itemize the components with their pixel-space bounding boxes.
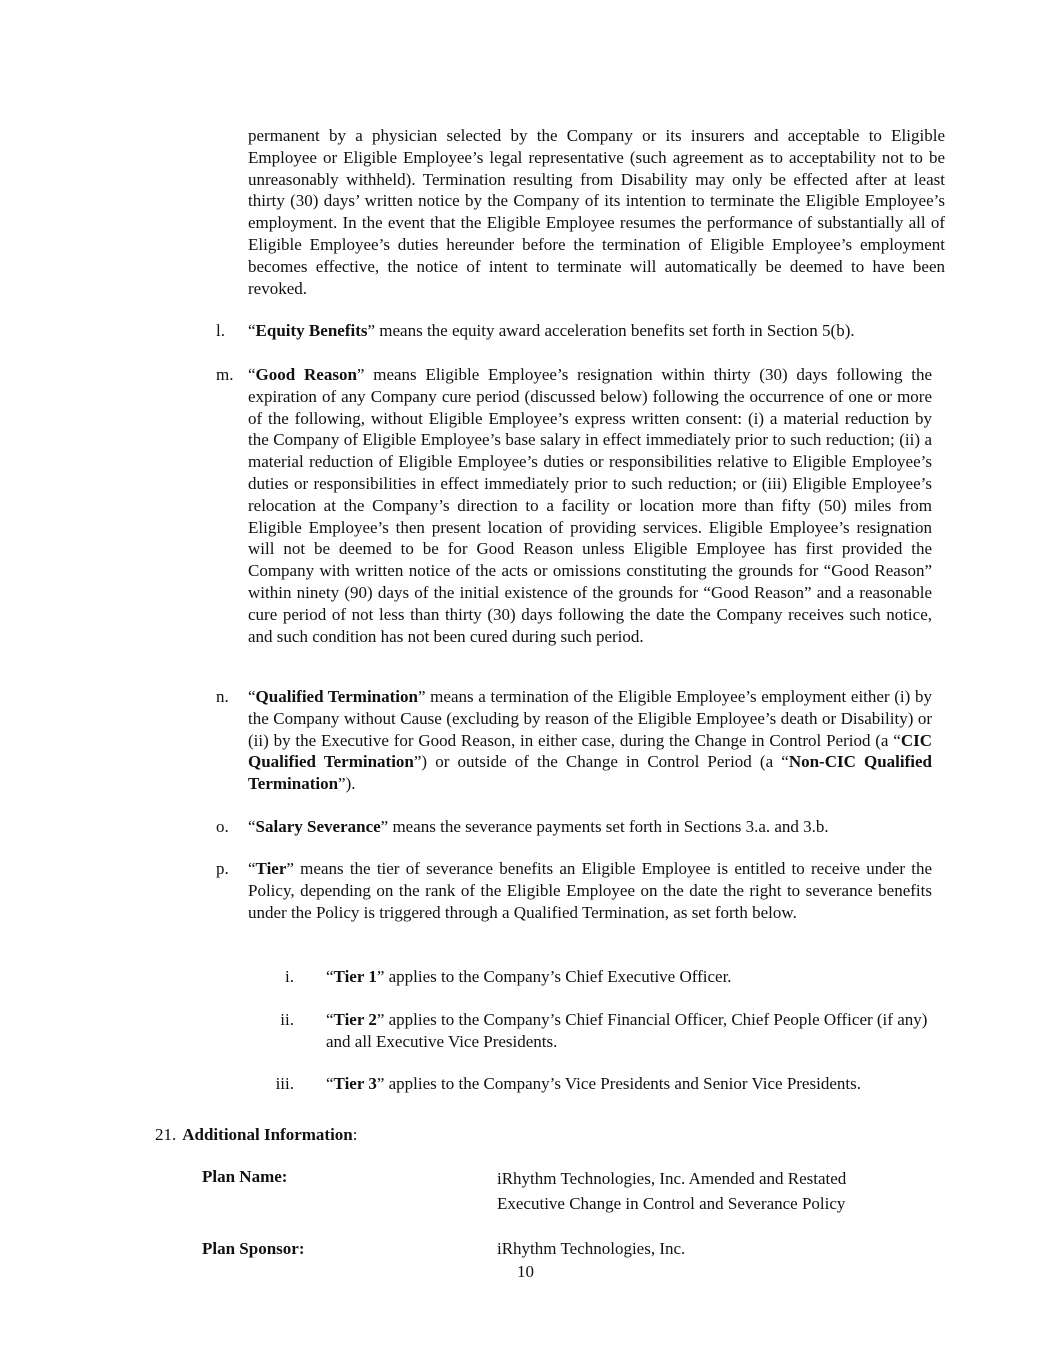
list-marker: m. <box>216 365 234 384</box>
defined-term: Qualified Termination <box>255 687 418 706</box>
defined-term: Salary Severance <box>255 817 381 836</box>
defined-term: Tier 2 <box>333 1010 377 1029</box>
list-marker: p. <box>216 859 229 878</box>
defined-term-non-cic: Non-CIC Qualified Termination <box>248 752 933 794</box>
tier-text: “Tier 1” applies to the Company’s Chief Executive Officer. <box>326 967 732 986</box>
tier-text: “Tier 2” applies to the Company’s Chief Financial Officer, Chief People Officer (if any) and all Executive Vice Presidents. <box>326 1010 928 1051</box>
sub-list-marker: ii. <box>280 1010 294 1029</box>
sub-list-marker: iii. <box>275 1074 294 1093</box>
defined-term: Good Reason <box>255 365 357 384</box>
plan-name-line-1: iRhythm Technologies, Inc. Amended and Restated <box>497 1169 847 1188</box>
plan-name-label: Plan Name: <box>202 1167 288 1186</box>
definition-text: “Qualified Termination” means a termination of the Eligible Employee’s employment either (i) by the Company without Cause (excluding by reason of the Eligible Employee’s death or Disability) or (ii) by the Executive for Good Reason, in either case, during the Change in Control Period (a “CIC Qualified Termination”) or outside of the Change in Control Period (a “Non-CIC Qualified Termination”). <box>248 687 933 794</box>
defined-term-cic: CIC Qualified Termination <box>248 730 932 772</box>
definition-text: “Equity Benefits” means the equity award acceleration benefits set forth in Section 5(b). <box>248 321 855 340</box>
defined-term: Equity Benefits <box>255 321 368 340</box>
section-heading-additional-information: 21. Additional Information: <box>155 1125 358 1144</box>
section-number: 21. <box>155 1125 177 1144</box>
plan-name-value <box>497 1166 917 1216</box>
sub-list-marker: i. <box>285 967 294 986</box>
plan-sponsor-label: Plan Sponsor: <box>202 1239 305 1258</box>
definition-text: “Tier” means the tier of severance benefits an Eligible Employee is entitled to receive under the Policy, depending on the rank of the Eligible Employee on the date the right to severance benefits under the Policy is triggered through a Qualified Termination, as set forth below. <box>248 859 932 922</box>
list-marker: l. <box>216 321 225 340</box>
definition-text: “Good Reason” means Eligible Employee’s resignation within thirty (30) days following the expiration of any Company cure period (discussed below) following the occurrence of one or more of the following, without Eligible Employee’s express written consent: (i) a material reduction by the Company of Eligible Employee’s base salary in effect immediately prior to such reduction; (ii) a material reduction of Eligible Employee’s duties or responsibilities relative to Eligible Employee’s duties or responsibilities in effect immediately prior to such reduction; or (iii) Eligible Employee’s relocation at the Company’s direction to a facility or location more than fifty (50) miles from Eligible Employee’s then present location of providing services. Eligible Employee’s resignation will not be deemed to be for Good Reason unless Eligible Employee has first provided the Company with written notice of the acts or omissions constituting the grounds for “Good Reason” within ninety (90) days of the initial existence of the grounds for “Good Reason” and a reasonable cure period of not less than thirty (30) days following the date the Company receives such notice, and such condition has not been cured during such period. <box>248 365 932 646</box>
definition-text: “Salary Severance” means the severance payments set forth in Sections 3.a. and 3.b. <box>248 817 829 836</box>
plan-sponsor-value: iRhythm Technologies, Inc. <box>497 1239 686 1258</box>
disability-continuation-paragraph: permanent by a physician selected by the Company or its insurers and acceptable to Eligible Employee or Eligible Employee’s legal representative (such agreement as to acceptability not to be unreasonably withheld). Termination resulting from Disability may only be effected after at least thirty (30) days’ written notice by the Company of its intention to terminate the Eligible Employee’s employment. In the event that the Eligible Employee resumes the performance of substantially all of Eligible Employee’s duties hereunder before the termination of Eligible Employee’s employment becomes effective, the notice of intent to terminate will automatically be deemed to have been revoked. <box>248 126 945 298</box>
defined-term: Tier 1 <box>333 967 377 986</box>
tier-text: “Tier 3” applies to the Company’s Vice Presidents and Senior Vice Presidents. <box>326 1074 861 1093</box>
defined-term: Tier <box>255 859 287 878</box>
list-marker: n. <box>216 687 229 706</box>
defined-term: Tier 3 <box>333 1074 377 1093</box>
list-marker: o. <box>216 817 229 836</box>
page-number: 10 <box>517 1262 534 1281</box>
plan-name-line-2: Executive Change in Control and Severance Policy <box>497 1194 846 1213</box>
section-title: Additional Information <box>182 1125 353 1144</box>
